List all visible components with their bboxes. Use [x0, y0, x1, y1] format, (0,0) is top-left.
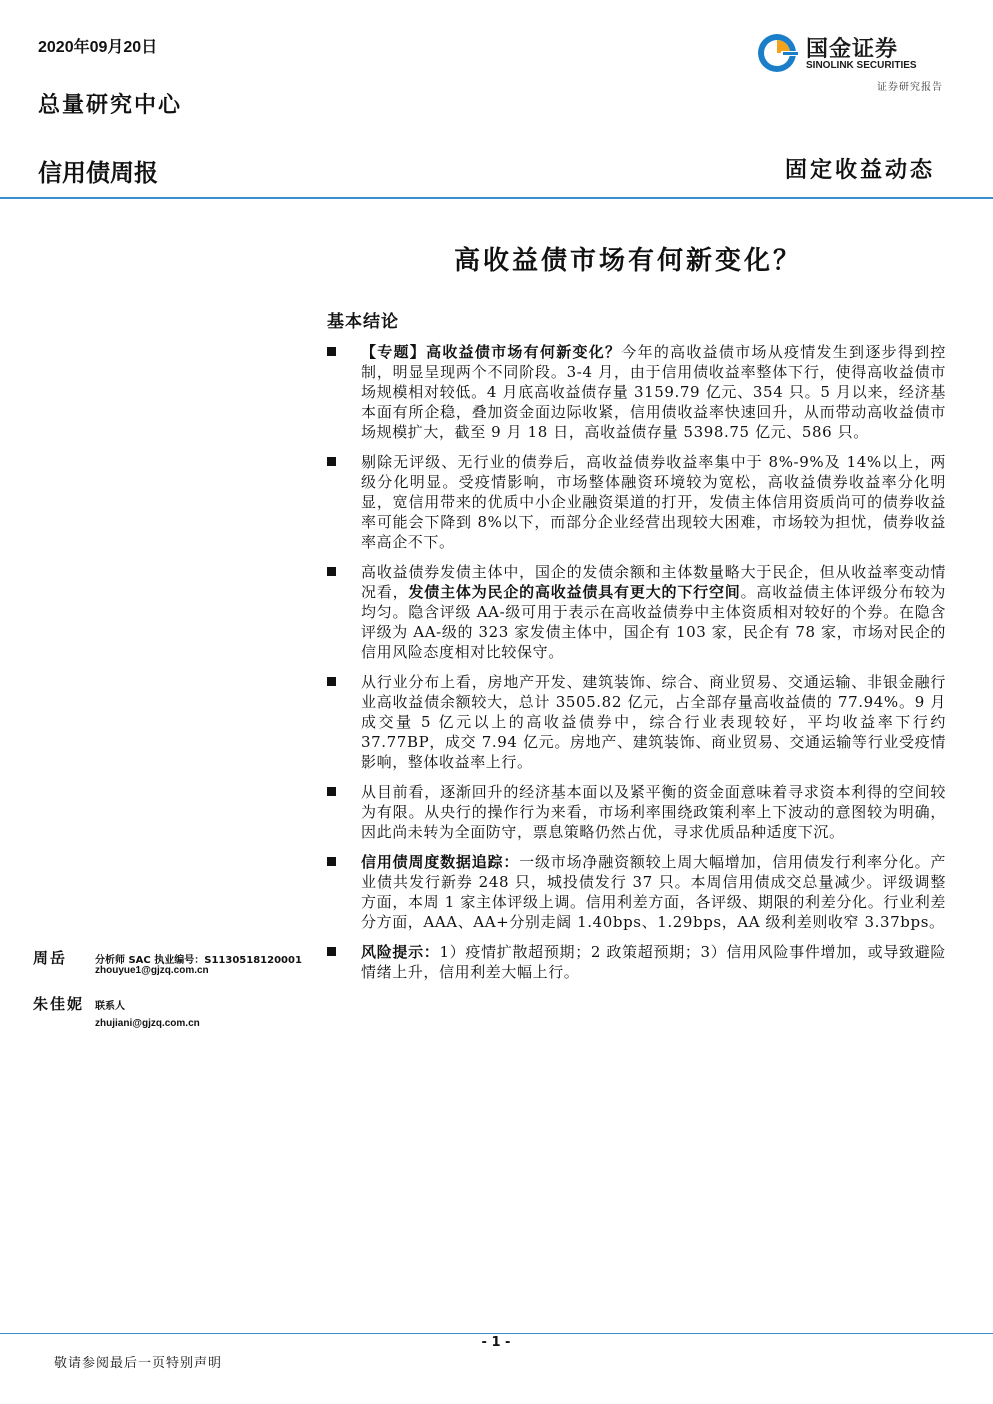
section-title: 基本结论 [327, 312, 399, 332]
summary-item [324, 672, 946, 772]
page-number: - 1 - [481, 1335, 511, 1350]
square-bullet-icon [327, 567, 336, 576]
square-bullet-icon [327, 787, 336, 796]
logo-name-cn: 国金证券 [806, 37, 899, 62]
company-logo [756, 32, 942, 80]
summary-item [324, 342, 946, 442]
summary-item-text: 1）疫情扩散超预期；2 政策超预期；3）信用风险事件增加，或导致避险情绪上升，信用利差大幅上行。 [361, 943, 946, 981]
author-email[interactable]: zhujiani@gjzq.com.cn [95, 1018, 200, 1029]
summary-list [324, 342, 946, 992]
sinolink-logo-icon [756, 32, 798, 74]
author-role: 分析师 SAC 执业编号：S1130518120001 [95, 955, 302, 966]
logo-name-en: SINOLINK SECURITIES [806, 60, 917, 71]
author-email[interactable]: zhouyue1@gjzq.com.cn [95, 965, 209, 976]
author-role: 联系人 [95, 1001, 125, 1012]
summary-item [324, 452, 946, 552]
footer-divider [0, 1333, 993, 1334]
footer-disclaimer: 敬请参阅最后一页特别声明 [54, 1356, 223, 1371]
square-bullet-icon [327, 857, 336, 866]
logo-subtitle: 证券研究报告 [877, 82, 943, 93]
summary-item-text: 今年的高收益债市场从疫情发生到逐步得到控制，明显呈现两个不同阶段。3-4 月，由于信用债收益率整体下行，使得高收益债市场规模相对较低。4 月底高收益债存量 3159.79 亿元、354 只。5 月以来，经济基本面有所企稳，叠加资金面边际收紧，信用债收益率快速回升，从而带动高收益债市场规模扩大，截至 9 月 18 日，高收益债存量 5398.75 亿元、586 只。 [361, 343, 946, 441]
summary-item-text: 高收益债券发债主体中，国企的发债余额和主体数量略大于民企，但从收益率变动情况看， [361, 563, 946, 601]
research-center: 总量研究中心 [38, 92, 183, 118]
header-divider [0, 197, 993, 199]
square-bullet-icon [327, 677, 336, 686]
author-name: 周岳 [33, 949, 68, 967]
report-title: 高收益债市场有何新变化？ [453, 246, 802, 276]
square-bullet-icon [327, 947, 336, 956]
report-category: 固定收益动态 [784, 157, 935, 183]
summary-item-text: 剔除无评级、无行业的债券后，高收益债券收益率集中于 8%-9%及 14%以上，两级分化明显。受疫情影响，市场整体融资环境较为宽松，高收益债券收益率分化明显，宽信用带来的优质中小企业融资渠道的打开，发债主体信用资质尚可的债券收益率可能会下降到 8%以下，而部分企业经营出现较大困难，市场较为担忧，债券收益率高企不下。 [361, 453, 946, 551]
summary-item [324, 852, 946, 932]
summary-item-text: 。高收益债主体评级分布较为均匀。隐含评级 AA-级可用于表示在高收益债券中主体资质相对较好的个券。在隐含评级为 AA-级的 323 家发债主体中，国企有 103 家，民企有 78 家，市场对民企的信用风险态度相对比较保守。 [361, 583, 946, 661]
summary-item-highlight: 信用债周度数据追踪： [361, 853, 520, 871]
summary-item [324, 562, 946, 662]
summary-item-text: 一级市场净融资额较上周大幅增加，信用债发行利率分化。产业债共发行新券 248 只，城投债发行 37 只。本周信用债成交总量减少。评级调整方面，本周 1 家主体评级上调。信用利差方面，各评级、期限的利差分化。行业利差分方面，AAA、AA+分别走阔 1.40bps、1.29bps，AA 级利差则收窄 3.37bps。 [361, 853, 946, 931]
report-date: 2020年09月20日 [38, 39, 158, 56]
summary-item-text: 从行业分布上看，房地产开发、建筑装饰、综合、商业贸易、交通运输、非银金融行业高收益债余额较大，总计 3505.82 亿元，占全部存量高收益债的 77.94%。9 月成交量 5 亿元以上的高收益债券中，综合行业表现较好，平均收益率下行约 37.77BP，成交 7.94 亿元。房地产、建筑装饰、商业贸易、交通运输等行业受疫情影响，整体收益率上行。 [361, 673, 946, 771]
summary-item-highlight: 【专题】高收益债市场有何新变化？ [361, 343, 622, 361]
square-bullet-icon [327, 347, 336, 356]
summary-item [324, 782, 946, 842]
summary-item [324, 942, 946, 982]
report-type: 信用债周报 [38, 159, 158, 187]
summary-item-highlight: 发债主体为民企的高收益债具有更大的下行空间 [408, 583, 741, 601]
summary-item-highlight: 风险提示： [361, 943, 440, 961]
summary-item-text: 从目前看，逐渐回升的经济基本面以及紧平衡的资金面意味着寻求资本利得的空间较为有限。从央行的操作行为来看，市场利率围绕政策利率上下波动的意图较为明确，因此尚未转为全面防守，票息策略仍然占优，寻求优质品种适度下沉。 [361, 783, 946, 841]
author-name: 朱佳妮 [33, 995, 85, 1013]
square-bullet-icon [327, 457, 336, 466]
